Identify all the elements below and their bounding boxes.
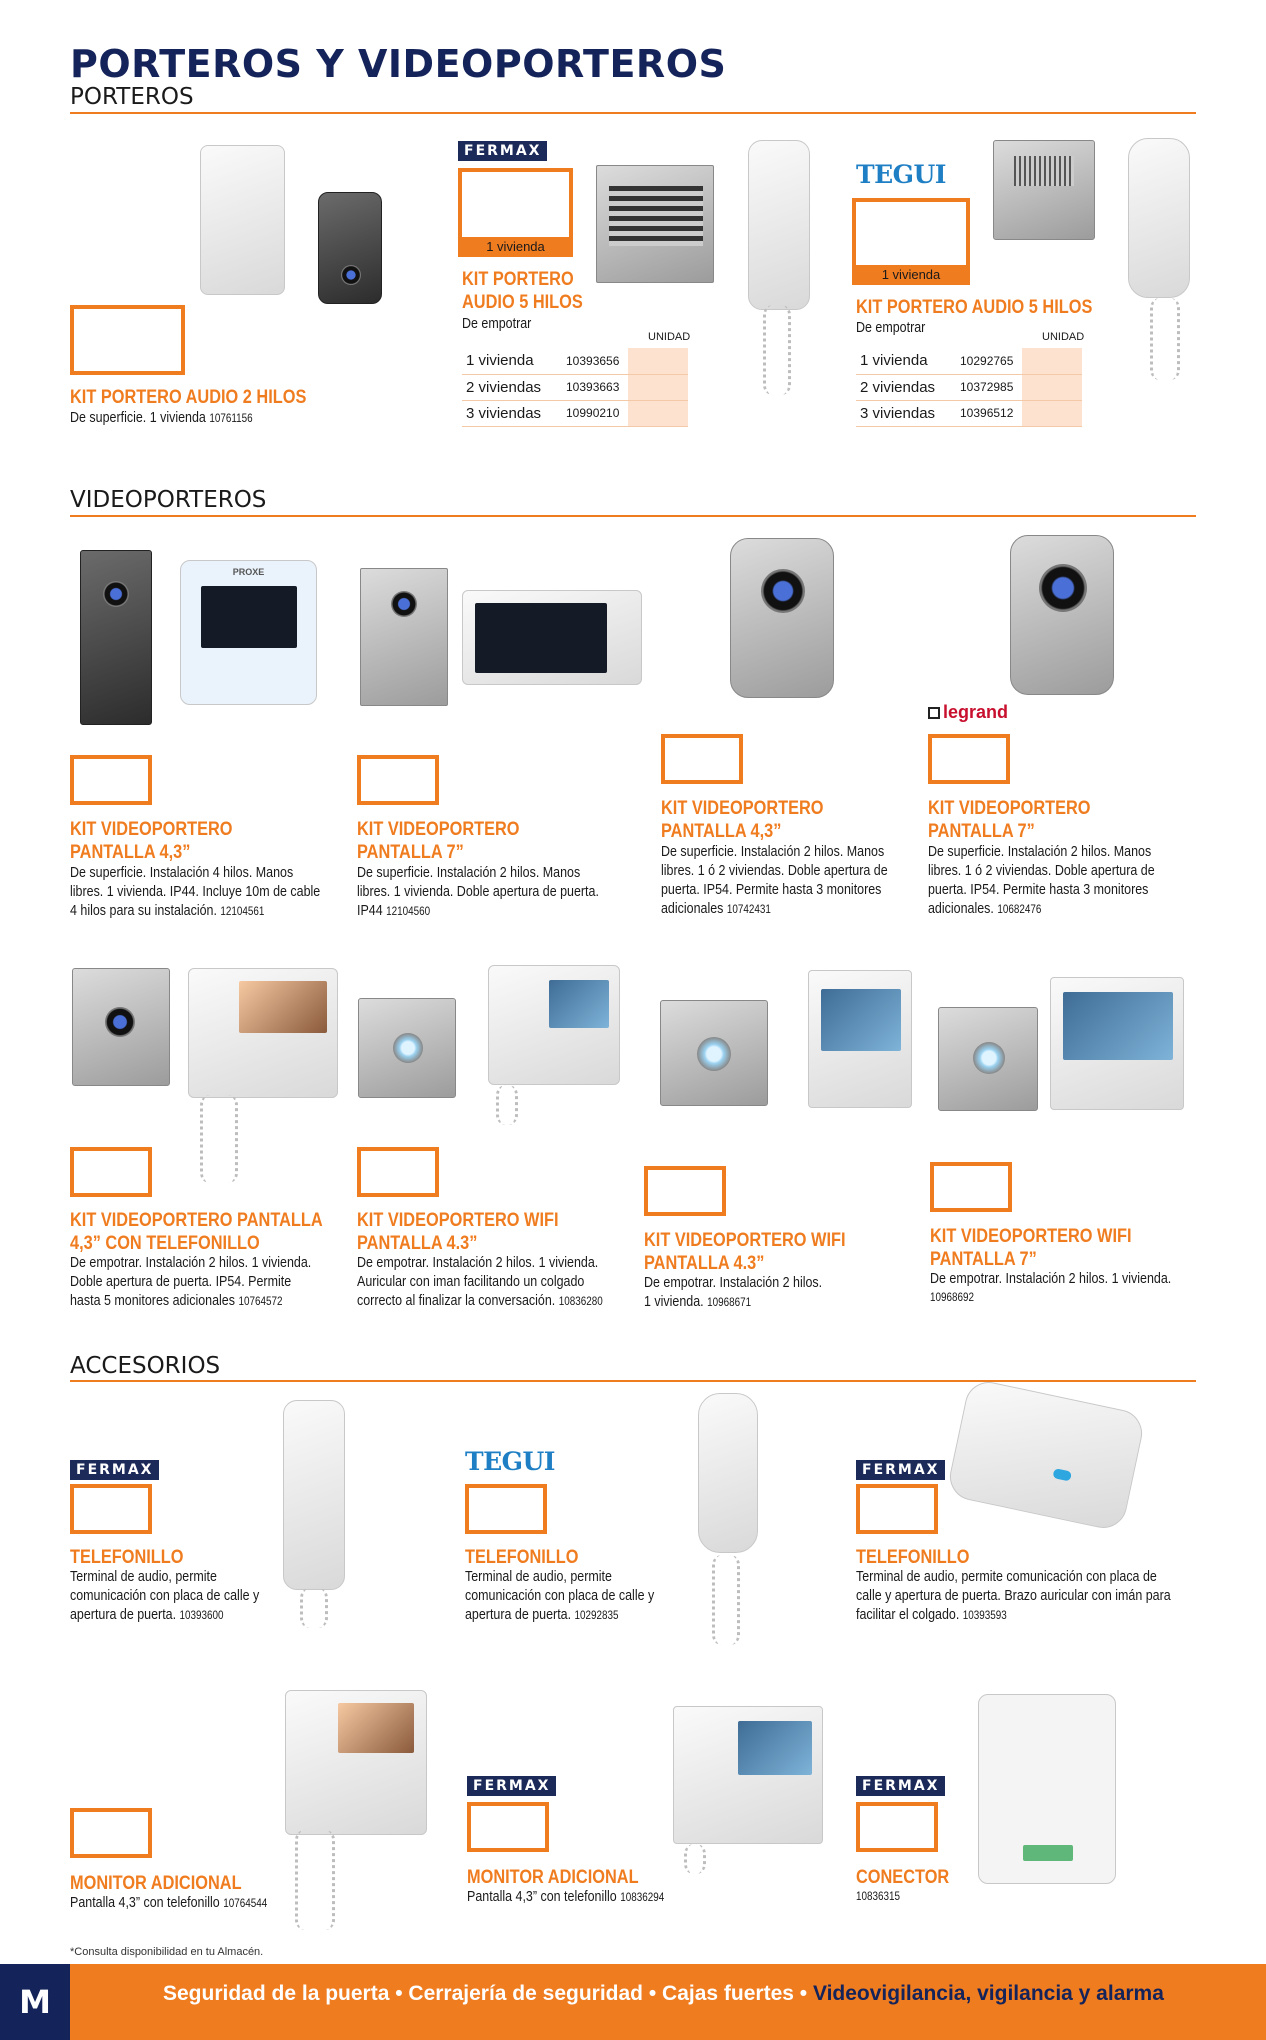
- table-row: 3 viviendas 10396512: [856, 400, 1082, 426]
- product-name: KIT VIDEOPORTERO: [70, 819, 233, 840]
- product-name: PANTALLA 7”: [357, 842, 464, 863]
- product-name: KIT VIDEOPORTERO WIFI: [644, 1230, 846, 1251]
- product-name: KIT VIDEOPORTERO: [661, 798, 824, 819]
- product-description: De empotrar. Instalación 2 hilos. 1 vivienda. Doble apertura de puerta. IP54. Permite hasta 5 monitores adicionales 10764572: [70, 1255, 312, 1309]
- product-name: TELEFONILLO: [465, 1547, 579, 1568]
- cord-icon: [300, 1588, 328, 1628]
- unit-header: UNIDAD: [648, 331, 691, 343]
- product-name: KIT VIDEOPORTERO: [357, 819, 520, 840]
- cord-icon: [763, 305, 791, 395]
- door-panel-image: [358, 998, 456, 1098]
- product-name: KIT VIDEOPORTERO PANTALLA: [70, 1210, 323, 1231]
- price-box: [928, 734, 1010, 784]
- price-box: [661, 734, 743, 784]
- door-panel-image: [730, 538, 834, 698]
- product-description: De superficie. Instalación 2 hilos. Manos libres. 1 ó 2 viviendas. Doble apertura de puerta. IP54. Permite hasta 3 monitores adicionales 10742431: [661, 844, 888, 917]
- cord-icon: [1150, 298, 1180, 380]
- door-panel-image: [318, 192, 382, 304]
- price-table: [856, 348, 1082, 427]
- handset-image: [283, 1400, 345, 1590]
- product-name: KIT VIDEOPORTERO WIFI: [357, 1210, 559, 1231]
- product-description: De superficie. Instalación 4 hilos. Manos libres. 1 vivienda. IP44. Incluye 10m de cable 4 hilos para su instalación. 12104561: [70, 865, 321, 919]
- brand-logo-fermax: FERMAX: [70, 1460, 159, 1480]
- page-title: PORTEROS Y VIDEOPORTEROS: [70, 42, 727, 86]
- handset-image: [1128, 138, 1190, 298]
- cord-icon: [496, 1085, 518, 1125]
- price-box: [467, 1802, 549, 1852]
- product-description: Terminal de audio, permite comunicación con placa de calle y apertura de puerta. 10393600: [70, 1569, 260, 1623]
- product-name: CONECTOR: [856, 1867, 950, 1888]
- price-box: [357, 755, 439, 805]
- footer-categories: Seguridad de la puerta • Cerrajería de seguridad • Cajas fuertes • Videovigilancia, vigilancia y alarma: [163, 1982, 1164, 2005]
- product-description: De superficie. Instalación 2 hilos. Manos libres. 1 vivienda. Doble apertura de puerta. IP44 12104560: [357, 865, 599, 919]
- product-name: TELEFONILLO: [856, 1547, 970, 1568]
- product-ref: 10761156: [209, 413, 253, 425]
- monitor-image: PROXE: [180, 560, 317, 705]
- section-porteros-heading: PORTEROS: [70, 84, 194, 110]
- product-description: De empotrar. Instalación 2 hilos. 1 vivienda. 10968692: [930, 1271, 1172, 1304]
- door-panel-image: [72, 968, 170, 1086]
- product-name: PANTALLA 7”: [928, 821, 1035, 842]
- section-accesorios-heading: ACCESORIOS: [70, 1353, 221, 1379]
- monitor-image: [488, 965, 620, 1085]
- monitor-image: [1050, 977, 1184, 1110]
- monitor-image: [808, 970, 912, 1108]
- product-description: De empotrar. Instalación 2 hilos. 1 vivienda. 10968671: [644, 1275, 823, 1310]
- product-ref: 10836315: [856, 1891, 901, 1903]
- button-icon: [341, 265, 361, 285]
- brand-logo-legrand: legrand: [928, 702, 1008, 723]
- section-divider: [70, 1380, 1196, 1382]
- product-name: TELEFONILLO: [70, 1547, 184, 1568]
- price-table: [462, 348, 688, 427]
- handset-image: [748, 140, 810, 310]
- availability-note: *Consulta disponibilidad en tu Almacén.: [70, 1946, 264, 1958]
- product-description: Terminal de audio, permite comunicación con placa de calle y apertura de puerta. Brazo auricular con imán para facilitar el colgado. 10393593: [856, 1569, 1171, 1623]
- door-panel-image: [360, 568, 448, 706]
- brand-logo-fermax: FERMAX: [856, 1460, 945, 1480]
- product-description: De superficie. Instalación 2 hilos. Manos libres. 1 ó 2 viviendas. Doble apertura de puerta. IP54. Permite hasta 3 monitores adicionales. 10682476: [928, 844, 1155, 917]
- handset-image: [945, 1378, 1146, 1533]
- monitor-image: [673, 1706, 823, 1844]
- product-name: PANTALLA 4,3”: [661, 821, 782, 842]
- product-name: 4,3” CON TELEFONILLO: [70, 1233, 260, 1254]
- price-box: [856, 1802, 938, 1852]
- price-box: [465, 1484, 547, 1534]
- product-name: PANTALLA 4.3”: [644, 1253, 765, 1274]
- price-box: [70, 1484, 152, 1534]
- product-name: AUDIO 5 HILOS: [462, 292, 583, 313]
- door-panel-image: [938, 1007, 1038, 1111]
- brand-logo-tegui: TEGUI: [465, 1447, 556, 1476]
- price-box: [70, 1808, 152, 1858]
- monitor-image: [188, 968, 338, 1098]
- door-panel-image: [80, 550, 152, 725]
- section-divider: [70, 112, 1196, 114]
- cord-icon: [684, 1844, 706, 1874]
- price-box: [70, 755, 152, 805]
- product-description: De empotrar: [462, 316, 532, 332]
- brand-logo-fermax: FERMAX: [467, 1776, 556, 1796]
- product-name: PANTALLA 4.3”: [357, 1233, 478, 1254]
- product-name: KIT PORTERO: [462, 269, 574, 290]
- cord-icon: [712, 1555, 740, 1645]
- brand-logo-fermax: FERMAX: [856, 1776, 945, 1796]
- product-description: De empotrar. Instalación 2 hilos. 1 vivienda. Auricular con iman facilitando un colgado correcto al finalizar la conversación. 10836280: [357, 1255, 603, 1309]
- price-box: [644, 1166, 726, 1216]
- section-divider: [70, 515, 1196, 517]
- unit-header: UNIDAD: [1042, 331, 1085, 343]
- price-box: [70, 1147, 152, 1197]
- product-description: Pantalla 4,3” con telefonillo 10764544: [70, 1895, 268, 1911]
- brand-logo-fermax: FERMAX: [458, 141, 547, 161]
- product-name: KIT PORTERO AUDIO 5 HILOS: [856, 297, 1093, 318]
- product-name: PANTALLA 7”: [930, 1249, 1037, 1270]
- table-row: 1 vivienda 10393656: [462, 348, 688, 374]
- badge-1-vivienda: 1 vivienda: [852, 265, 970, 285]
- product-description: Pantalla 4,3” con telefonillo 10836294: [467, 1889, 665, 1905]
- handset-image: [200, 145, 285, 295]
- product-description: De empotrar: [856, 320, 926, 336]
- brand-logo-tegui: TEGUI: [856, 160, 947, 189]
- price-box: [70, 305, 185, 375]
- door-panel-image: [1010, 535, 1114, 695]
- cord-icon: [295, 1830, 335, 1930]
- price-box: [856, 1484, 938, 1534]
- connector-image: [978, 1694, 1116, 1884]
- brand-logo-icon: M: [0, 1964, 70, 2040]
- product-name: MONITOR ADICIONAL: [467, 1867, 639, 1888]
- door-panel-image: [660, 1000, 768, 1106]
- product-name: KIT VIDEOPORTERO WIFI: [930, 1226, 1132, 1247]
- product-name: PANTALLA 4,3”: [70, 842, 191, 863]
- section-videoporteros-heading: VIDEOPORTEROS: [70, 487, 267, 513]
- product-description: De superficie. 1 vivienda 10761156: [70, 410, 253, 426]
- product-name: MONITOR ADICIONAL: [70, 1873, 242, 1894]
- monitor-image: [462, 590, 642, 685]
- cord-icon: [200, 1095, 238, 1183]
- price-box: [357, 1147, 439, 1197]
- badge-1-vivienda: 1 vivienda: [458, 237, 573, 257]
- table-row: 3 viviendas 10990210: [462, 400, 688, 426]
- product-name: KIT PORTERO AUDIO 2 HILOS: [70, 387, 307, 408]
- door-panel-image: [993, 140, 1095, 240]
- handset-image: [698, 1393, 758, 1553]
- table-row: 1 vivienda 10292765: [856, 348, 1082, 374]
- monitor-image: [285, 1690, 427, 1835]
- table-row: 2 viviendas 10393663: [462, 374, 688, 400]
- product-name: KIT VIDEOPORTERO: [928, 798, 1091, 819]
- table-row: 2 viviendas 10372985: [856, 374, 1082, 400]
- price-box: [930, 1162, 1012, 1212]
- product-description: Terminal de audio, permite comunicación con placa de calle y apertura de puerta. 10292835: [465, 1569, 655, 1623]
- door-panel-image: [596, 165, 714, 283]
